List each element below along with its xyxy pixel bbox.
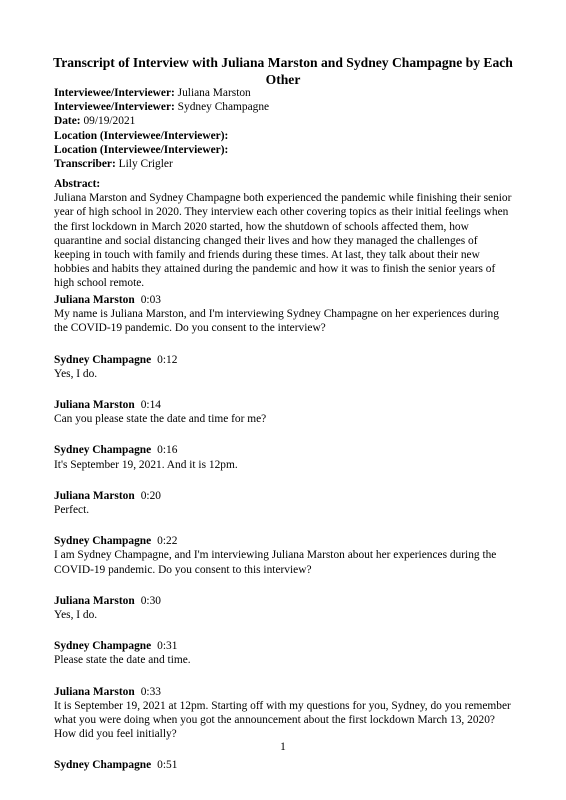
turn-text: Can you please state the date and time for me? [54, 413, 267, 426]
meta-row [54, 86, 514, 100]
speaker-name: Sydney Champagne [54, 759, 152, 772]
meta-label: Interviewee/Interviewer: [54, 101, 175, 114]
meta-row [54, 157, 514, 171]
meta-value: Lily Crigler [118, 158, 173, 171]
transcript-turns [54, 293, 514, 790]
turn-text: My name is Juliana Marston, and I'm interviewing Sydney Champagne on her experiences during the COVID-19 pandemic. Do you consent to the interview? [54, 308, 499, 335]
meta-row [54, 114, 514, 128]
transcript-turn [54, 353, 514, 381]
transcript-turn [54, 594, 514, 622]
speaker-name: Juliana Marston [54, 294, 135, 306]
meta-label: Transcriber: [54, 158, 116, 171]
abstract-heading: Abstract: [54, 178, 101, 190]
transcript-turn [54, 489, 514, 517]
abstract-section [54, 177, 514, 291]
timestamp: 0:30 [140, 594, 161, 607]
timestamp: 0:33 [140, 685, 161, 698]
transcript-turn [54, 758, 514, 772]
page-number: 1 [280, 741, 286, 753]
speaker-name: Juliana Marston [54, 594, 135, 607]
turn-text: It's September 19, 2021. And it is 12pm. [54, 458, 238, 471]
timestamp: 0:51 [157, 759, 178, 772]
transcript-turn [54, 293, 514, 336]
abstract-text: Juliana Marston and Sydney Champagne both experienced the pandemic while finishing their senior year of high school in 2020. They interview each other covering topics as their initial feelings when the first lockdown in March 2020 started, how the shutdown of schools affected them, how quarantine and social distancing changed their lives and how they managed the challenges of keeping in touch with family and friends during these times. At last, they talk about their new hobbies and habits they attained during the pandemic and how it was to finish the senior years of high school remote. [54, 192, 512, 290]
turn-text: Perfect. [54, 504, 90, 517]
timestamp: 0:12 [157, 353, 178, 366]
timestamp: 0:22 [157, 535, 178, 548]
speaker-name: Juliana Marston [54, 399, 135, 412]
transcript-turn [54, 534, 514, 577]
meta-label: Interviewee/Interviewer: [54, 87, 175, 99]
meta-value: 09/19/2021 [83, 115, 136, 128]
meta-row [54, 129, 514, 143]
meta-label: Location (Interviewee/Interviewer): [54, 129, 229, 142]
turn-text: Yes, I do. [54, 609, 98, 622]
transcript-turn [54, 685, 514, 742]
speaker-name: Juliana Marston [54, 489, 135, 502]
meta-label: Location (Interviewee/Interviewer): [54, 143, 229, 156]
turn-text: Yes, I do. [54, 367, 98, 380]
speaker-name: Juliana Marston [54, 685, 135, 698]
transcript-turn [54, 639, 514, 667]
speaker-name: Sydney Champagne [54, 640, 152, 653]
timestamp: 0:14 [140, 399, 161, 412]
transcript-turn [54, 443, 514, 471]
meta-value: Sydney Champagne [177, 101, 270, 114]
timestamp: 0:16 [157, 444, 178, 457]
document-title: Transcript of Interview with Juliana Marston and Sydney Champagne by Each Other [53, 55, 513, 87]
metadata-block [54, 86, 514, 171]
timestamp: 0:31 [157, 640, 178, 653]
meta-row [54, 143, 514, 157]
turn-text: It is September 19, 2021 at 12pm. Starting off with my questions for you, Sydney, do you remember what you were doing when you got the announcement about the first lockdown March 13, 2020? How did you feel initially? [54, 699, 511, 741]
meta-row [54, 100, 514, 114]
speaker-name: Sydney Champagne [54, 353, 152, 366]
speaker-name: Sydney Champagne [54, 535, 152, 548]
turn-text: Please state the date and time. [54, 654, 191, 667]
timestamp: 0:20 [140, 489, 161, 502]
transcript-turn [54, 398, 514, 426]
timestamp: 0:03 [140, 294, 161, 306]
turn-text: I am Sydney Champagne, and I'm interviewing Juliana Marston about her experiences during the COVID-19 pandemic. Do you consent to this interview? [54, 549, 497, 576]
meta-label: Date: [54, 115, 81, 128]
speaker-name: Sydney Champagne [54, 444, 152, 457]
meta-value: Juliana Marston [177, 87, 251, 99]
